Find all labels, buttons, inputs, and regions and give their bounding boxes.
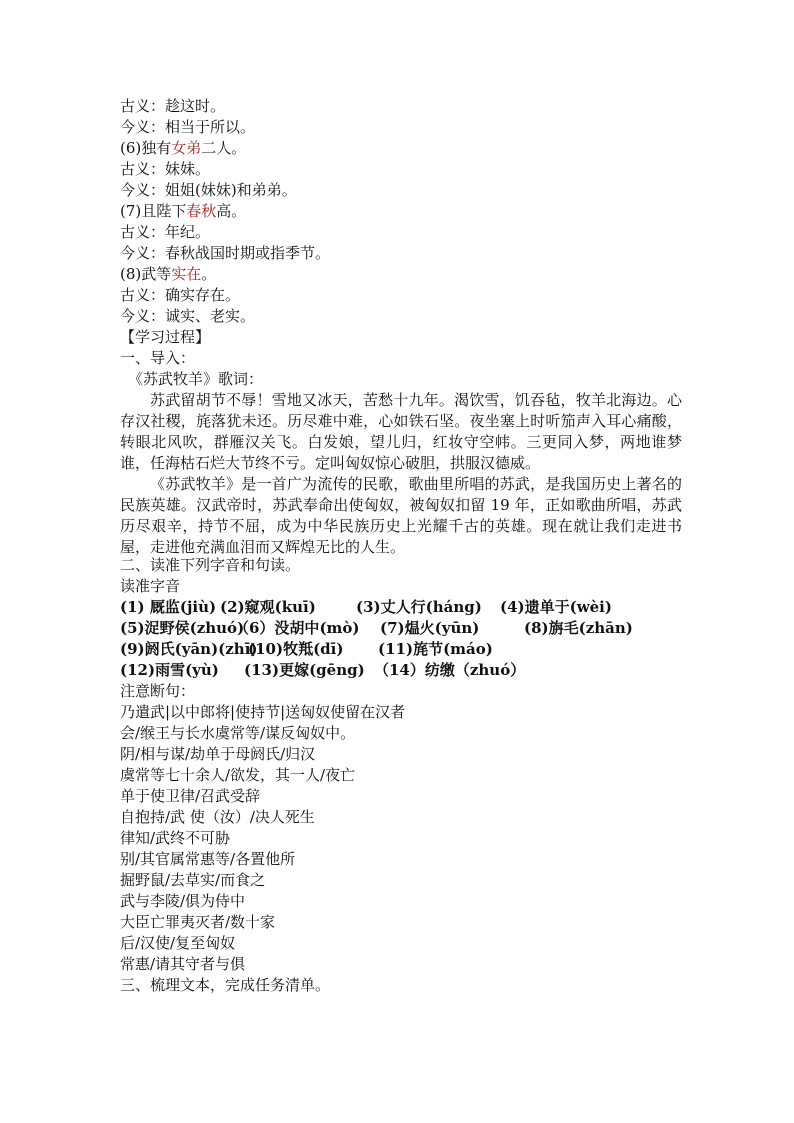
pronunciation-row xyxy=(120,618,680,639)
vocab-line: 古义：确实存在。 xyxy=(120,286,241,304)
intro-heading: 一、导入： xyxy=(120,349,196,367)
example-suffix: 高。 xyxy=(216,202,247,220)
pronunciation-row xyxy=(120,597,680,618)
pronunciation-item: (2)窥观(kuī) xyxy=(220,598,316,616)
pause-line: 后/汉使/复至匈奴 xyxy=(120,934,236,952)
highlighted-word: 女弟 xyxy=(171,139,202,157)
reading-heading: 二、读准下列字音和句读。 xyxy=(120,556,301,574)
example-prefix: (7)且陛下 xyxy=(120,202,187,220)
example-suffix: 二人。 xyxy=(201,139,247,157)
pause-line: 别/其官属常惠等/各置他所 xyxy=(120,850,296,868)
pronunciation-item: (9)阏氏(yān)(zhī) xyxy=(120,640,258,658)
pronunciation-item: (8)旃毛(zhān) xyxy=(524,619,633,637)
pronunciation-item: (7)煴火(yūn) xyxy=(380,619,480,637)
vocab-line: 今义：诚实、老实。 xyxy=(120,307,256,325)
pronunciation-item: (12)雨雪(yù) xyxy=(120,661,219,679)
vocab-example xyxy=(120,138,246,159)
pause-line: 虞常等七十余人/欲发，其一人/夜亡 xyxy=(120,766,356,784)
pronunciation-item: （14）纺缴（zhuó） xyxy=(374,661,526,679)
pause-line: 律知/武终不可胁 xyxy=(120,829,231,847)
example-suffix: 。 xyxy=(201,265,217,283)
pronunciation-item: (3)丈人行(háng) xyxy=(356,598,482,616)
pronunciation-item: (5)浞野侯(zhuó) xyxy=(120,619,245,637)
pause-line: 掘野鼠/去草实/而食之 xyxy=(120,871,266,889)
vocab-line: 今义：春秋战国时期或指季节。 xyxy=(120,244,331,262)
vocab-line: 古义：妹妹。 xyxy=(120,160,211,178)
pronunciation-item: (10)牧羝(dī) xyxy=(248,640,344,658)
vocab-line: 今义：相当于所以。 xyxy=(120,118,256,136)
pause-heading: 注意断句： xyxy=(120,682,196,700)
vocab-line: 今义：姐姐(妹妹)和弟弟。 xyxy=(120,181,297,199)
highlighted-word: 实在 xyxy=(171,265,202,283)
pause-line: 自抱持/武 使（汝）/决人死生 xyxy=(120,808,315,826)
vocab-line: 古义：年纪。 xyxy=(120,223,211,241)
highlighted-word: 春秋 xyxy=(186,202,217,220)
intro-paragraph: 《苏武牧羊》是一首广为流传的民歌，歌曲里所唱的苏武，是我国历史上著名的民族英雄。汉武帝时，苏武奉命出使匈奴，被匈奴扣留 19 年，正如歌曲所唱，苏武历尽艰辛，持节不屈，成为中华民族历史上光耀千古的英雄。现在就让我们走进书屋，走进他充满血泪而又辉煌无比的人生。 xyxy=(120,475,682,556)
pronunciation-item: (1) 厩监(jiù) xyxy=(120,598,217,616)
pause-line: 大臣亡罪夷灭者/数十家 xyxy=(120,913,276,931)
lyrics-title: 《苏武牧羊》歌词： xyxy=(128,370,264,388)
pronunciation-row xyxy=(120,639,680,660)
pause-line: 常惠/请其守者与俱 xyxy=(120,955,246,973)
pronunciation-item: （6）没胡中(mò) xyxy=(234,619,360,637)
pronunciation-item: (13)更嫁(gēng) xyxy=(244,661,365,679)
vocab-line: 古义：趁这时。 xyxy=(120,97,226,115)
example-prefix: (8)武等 xyxy=(120,265,172,283)
pause-line: 阴/相与谋/劫单于母阏氏/归汉 xyxy=(120,745,316,763)
vocab-example xyxy=(120,264,216,285)
pronunciation-row xyxy=(120,660,680,681)
pronunciation-item: (11)旄节(máo) xyxy=(378,640,493,658)
pronunciation-heading: 读准字音 xyxy=(120,577,181,595)
vocab-example xyxy=(120,201,246,222)
pause-line: 单于使卫律/召武受辞 xyxy=(120,787,261,805)
lyrics-paragraph: 苏武留胡节不辱！雪地又冰天，苦愁十九年。渴饮雪，饥吞毡，牧羊北海边。心存汉社稷，旄落犹未还。历尽难中难，心如铁石坚。夜坐塞上时听笳声入耳心痛酸，转眼北风吹，群雁汉关飞。白发娘，望儿归，红妆守空帏。三更同入梦，两地谁梦谁，任海枯石烂大节终不亏。定叫匈奴惊心破胆，拱服汉德威。 xyxy=(120,391,682,472)
task-heading: 三、梳理文本，完成任务清单。 xyxy=(120,976,331,994)
pronunciation-item: (4)遗单于(wèi) xyxy=(500,598,612,616)
pause-line: 武与李陵/俱为侍中 xyxy=(120,892,246,910)
pause-line: 会/缑王与长水虞常等/谋反匈奴中。 xyxy=(120,724,356,742)
pause-line: 乃遣武|以中郎将|使持节|送匈奴使留在汉者 xyxy=(120,703,406,721)
example-prefix: (6)独有 xyxy=(120,139,172,157)
section-heading: 【学习过程】 xyxy=(120,328,211,346)
